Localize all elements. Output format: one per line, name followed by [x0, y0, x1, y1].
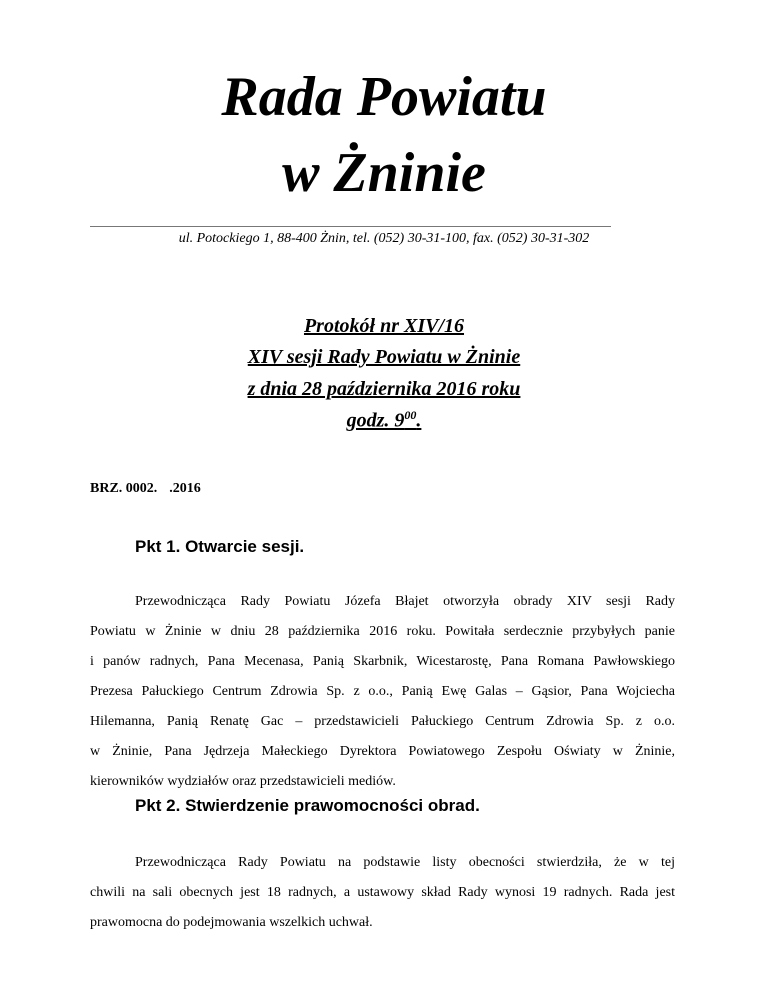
paragraph-line: chwili na sali obecnych jest 18 radnych, a ustawowy skład Rady wynosi 19 radnych. Rada jest [90, 885, 675, 900]
paragraph-line: i panów radnych, Pana Mecenasa, Panią Skarbnik, Wicestarostę, Pana Romana Pawłowskiego [90, 654, 675, 669]
org-name-line1: Rada Powiatu [221, 66, 547, 128]
paragraph-line: Przewodnicząca Rady Powiatu na podstawie listy obecności stwierdziła, że w tej [135, 855, 675, 870]
org-address: ul. Potockiego 1, 88-400 Żnin, tel. (052) 30-31-100, fax. (052) 30-31-302 [178, 231, 590, 246]
paragraph-line: Prezesa Pałuckiego Centrum Zdrowia Sp. z o.o., Panią Ewę Galas – Gąsior, Pana Wojciecha [90, 684, 675, 699]
section-paragraph [90, 848, 675, 938]
reference-number [90, 481, 201, 497]
paragraph-line: kierowników wydziałów oraz przedstawicieli mediów. [90, 774, 396, 789]
protocol-date: z dnia 28 października 2016 roku [247, 378, 521, 400]
reference-part1: BRZ. 0002. [90, 481, 158, 496]
paragraph-line: w Żninie, Pana Jędrzeja Małeckiego Dyrektora Powiatowego Zespołu Oświaty w Żninie, [90, 744, 675, 759]
paragraph-line: prawomocna do podejmowania wszelkich uchwał. [90, 915, 373, 930]
section-paragraph [90, 587, 675, 797]
protocol-time-prefix: godz. 9 [346, 409, 405, 432]
protocol-title: Protokół nr XIV/16 [303, 315, 465, 337]
section-heading: Pkt 2. Stwierdzenie prawomocności obrad. [135, 796, 480, 815]
protocol-time [0, 408, 768, 433]
paragraph-line: Przewodnicząca Rady Powiatu Józefa Błajet otworzyła obrady XIV sesji Rady [135, 594, 675, 609]
reference-part2: .2016 [169, 481, 201, 496]
protocol-time-suffix: . [416, 409, 422, 432]
paragraph-line: Hilemanna, Panią Renatę Gac – przedstawicieli Pałuckiego Centrum Zdrowia Sp. z o.o. [90, 714, 675, 729]
protocol-session: XIV sesji Rady Powiatu w Żninie [247, 346, 521, 368]
protocol-time-minutes: 00 [404, 408, 417, 422]
org-name-line2: w Żninie [282, 142, 486, 204]
section-heading: Pkt 1. Otwarcie sesji. [135, 537, 305, 556]
header-divider [90, 226, 611, 227]
paragraph-line: Powiatu w Żninie w dniu 28 października 2016 roku. Powitała serdecznie przybyłych panie [90, 624, 675, 639]
